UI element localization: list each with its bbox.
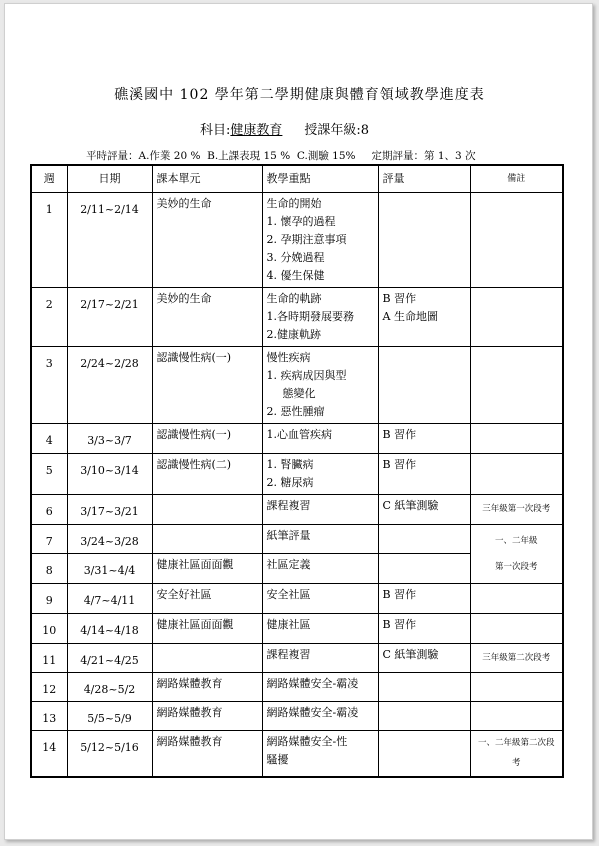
unit-cell: 網路媒體教育 (152, 730, 262, 777)
unit-cell: 健康社區面面觀 (152, 553, 262, 583)
header-date: 日期 (67, 165, 152, 192)
remark-cell (470, 730, 563, 777)
date-cell: 2/17~2/21 (67, 287, 152, 346)
assessment-cell (378, 453, 470, 494)
focus-item: 2.健康軌跡 (266, 327, 321, 341)
focus-cell (262, 346, 378, 423)
focus-item: 2. 惡性腫瘤 (266, 404, 325, 418)
week-cell: 10 (31, 613, 67, 643)
remark-cell: 三年級第一次段考 (470, 494, 563, 524)
table-row (31, 701, 563, 730)
table-row (31, 494, 563, 524)
regular-assessment: 平時評量：A.作業 20 % B.上課表現 15 % C.測驗 15% (86, 150, 356, 162)
date-cell: 4/7~4/11 (67, 583, 152, 613)
remark-cell (470, 453, 563, 494)
date-cell: 3/31~4/4 (67, 553, 152, 583)
remark-cell (470, 583, 563, 613)
date-cell: 4/21~4/25 (67, 643, 152, 672)
focus-cell (262, 553, 378, 583)
week-cell: 8 (31, 553, 67, 583)
remark-line: 考 (511, 758, 521, 769)
assessment-cell (378, 643, 470, 672)
remark-line: 第一次段考 (494, 561, 538, 572)
focus-cell (262, 287, 378, 346)
grade-label: 授課年級: (304, 123, 361, 138)
subject-line (200, 119, 369, 138)
assessment-item: B 習作 (382, 427, 417, 441)
remark-cell (470, 701, 563, 730)
focus-item: 紙筆評量 (266, 528, 311, 542)
unit-cell: 安全好社區 (152, 583, 262, 613)
week-cell: 5 (31, 453, 67, 494)
unit-cell (152, 524, 262, 553)
table-row (31, 730, 563, 777)
remark-cell (470, 613, 563, 643)
assessment-item: C 紙筆測驗 (382, 498, 439, 512)
focus-cell (262, 613, 378, 643)
date-cell: 4/14~4/18 (67, 613, 152, 643)
focus-item: 騷擾 (266, 752, 289, 766)
date-cell: 4/28~5/2 (67, 672, 152, 701)
date-cell: 2/24~2/28 (67, 346, 152, 423)
table-row (31, 672, 563, 701)
week-cell: 3 (31, 346, 67, 423)
date-cell: 5/5~5/9 (67, 701, 152, 730)
subject-value: 健康教育 (230, 123, 283, 138)
assessment-item: A 生命地圖 (382, 309, 438, 323)
document-title: 礁溪國中 102 學年第二學期健康與體育領域教學進度表 (114, 87, 485, 103)
assessment-cell (378, 346, 470, 423)
focus-cell (262, 730, 378, 777)
remark-merged-cell (470, 524, 563, 583)
date-cell: 3/17~3/21 (67, 494, 152, 524)
focus-item: 2. 糖尿病 (266, 475, 314, 489)
remark-line: 一、二年級第二次段 (477, 738, 555, 749)
unit-cell: 健康社區面面觀 (152, 613, 262, 643)
focus-item: 4. 優生保健 (266, 268, 325, 282)
focus-item: 1. 疾病成因與型 (266, 368, 347, 382)
header-week: 週 (31, 165, 67, 192)
unit-cell: 網路媒體教育 (152, 672, 262, 701)
focus-item: 1. 腎臟病 (266, 457, 314, 471)
assessment-cell (378, 524, 470, 553)
week-cell: 11 (31, 643, 67, 672)
assessment-cell (378, 701, 470, 730)
table-row (31, 346, 563, 423)
table-row (31, 524, 563, 553)
week-cell: 4 (31, 423, 67, 453)
table-row (31, 453, 563, 494)
focus-item: 1.各時期發展要務 (266, 309, 354, 323)
subject-label: 科目: (200, 123, 231, 138)
assessment-item: B 習作 (382, 617, 417, 631)
focus-cell (262, 494, 378, 524)
unit-cell: 認識慢性病(一) (152, 346, 262, 423)
focus-item: 課程複習 (266, 647, 311, 661)
unit-cell: 美妙的生命 (152, 192, 262, 287)
focus-cell (262, 524, 378, 553)
assessment-item: B 習作 (382, 457, 417, 471)
grade-value: 8 (360, 123, 370, 138)
focus-cell (262, 192, 378, 287)
assessment-item: C 紙筆測驗 (382, 647, 439, 661)
focus-cell (262, 701, 378, 730)
focus-item: 1.心血管疾病 (266, 427, 332, 441)
week-cell: 6 (31, 494, 67, 524)
assessment-item: B 習作 (382, 587, 417, 601)
date-cell: 2/11~2/14 (67, 192, 152, 287)
date-cell: 3/24~3/28 (67, 524, 152, 553)
assessment-cell (378, 553, 470, 583)
schedule-table (30, 164, 564, 778)
unit-cell (152, 643, 262, 672)
header-unit: 課本單元 (152, 165, 262, 192)
date-cell: 3/3~3/7 (67, 423, 152, 453)
unit-cell: 網路媒體教育 (152, 701, 262, 730)
date-cell: 3/10~3/14 (67, 453, 152, 494)
header-focus: 教學重點 (262, 165, 378, 192)
assessment-cell (378, 730, 470, 777)
week-cell: 13 (31, 701, 67, 730)
focus-item: 慢性疾病 (266, 350, 311, 364)
periodic-assessment: 定期評量：第 1、3 次 (371, 150, 476, 162)
focus-item: 態變化 (282, 386, 316, 400)
focus-item: 3. 分娩過程 (266, 250, 325, 264)
focus-cell (262, 423, 378, 453)
week-cell: 9 (31, 583, 67, 613)
table-row (31, 643, 563, 672)
remark-line: 一、二年級 (494, 535, 538, 546)
focus-item: 生命的開始 (266, 196, 322, 210)
assessment-item: B 習作 (382, 291, 417, 305)
unit-cell: 美妙的生命 (152, 287, 262, 346)
remark-cell (470, 287, 563, 346)
focus-item: 生命的軌跡 (266, 291, 322, 305)
unit-cell: 認識慢性病(一) (152, 423, 262, 453)
unit-cell (152, 494, 262, 524)
assessment-cell (378, 287, 470, 346)
focus-item: 健康社區 (266, 617, 311, 631)
header-remarks: 備註 (470, 165, 563, 192)
focus-item: 2. 孕期注意事項 (266, 232, 347, 246)
header-assessment: 評量 (378, 165, 470, 192)
focus-cell (262, 672, 378, 701)
remark-cell (470, 672, 563, 701)
focus-item: 網路媒體安全-霸凌 (266, 676, 359, 690)
week-cell: 1 (31, 192, 67, 287)
week-cell: 12 (31, 672, 67, 701)
assessment-cell (378, 494, 470, 524)
remark-cell: 三年級第二次段考 (470, 643, 563, 672)
table-row (31, 423, 563, 453)
week-cell: 7 (31, 524, 67, 553)
table-row (31, 287, 563, 346)
assessment-cell (378, 672, 470, 701)
grading-line (86, 148, 476, 163)
date-cell: 5/12~5/16 (67, 730, 152, 777)
week-cell: 2 (31, 287, 67, 346)
focus-item: 安全社區 (266, 587, 311, 601)
remark-cell (470, 423, 563, 453)
week-cell: 14 (31, 730, 67, 777)
focus-item: 社區定義 (266, 557, 311, 571)
assessment-cell (378, 583, 470, 613)
focus-item: 課程複習 (266, 498, 311, 512)
remark-cell (470, 192, 563, 287)
focus-cell (262, 643, 378, 672)
focus-item: 1. 懷孕的過程 (266, 214, 336, 228)
assessment-cell (378, 613, 470, 643)
focus-cell (262, 583, 378, 613)
table-row (31, 192, 563, 287)
table-row (31, 583, 563, 613)
focus-item: 網路媒體安全-性 (266, 734, 348, 748)
unit-cell: 認識慢性病(二) (152, 453, 262, 494)
focus-cell (262, 453, 378, 494)
focus-item: 網路媒體安全-霸凌 (266, 705, 359, 719)
assessment-cell (378, 192, 470, 287)
table-row (31, 613, 563, 643)
assessment-cell (378, 423, 470, 453)
remark-cell (470, 346, 563, 423)
